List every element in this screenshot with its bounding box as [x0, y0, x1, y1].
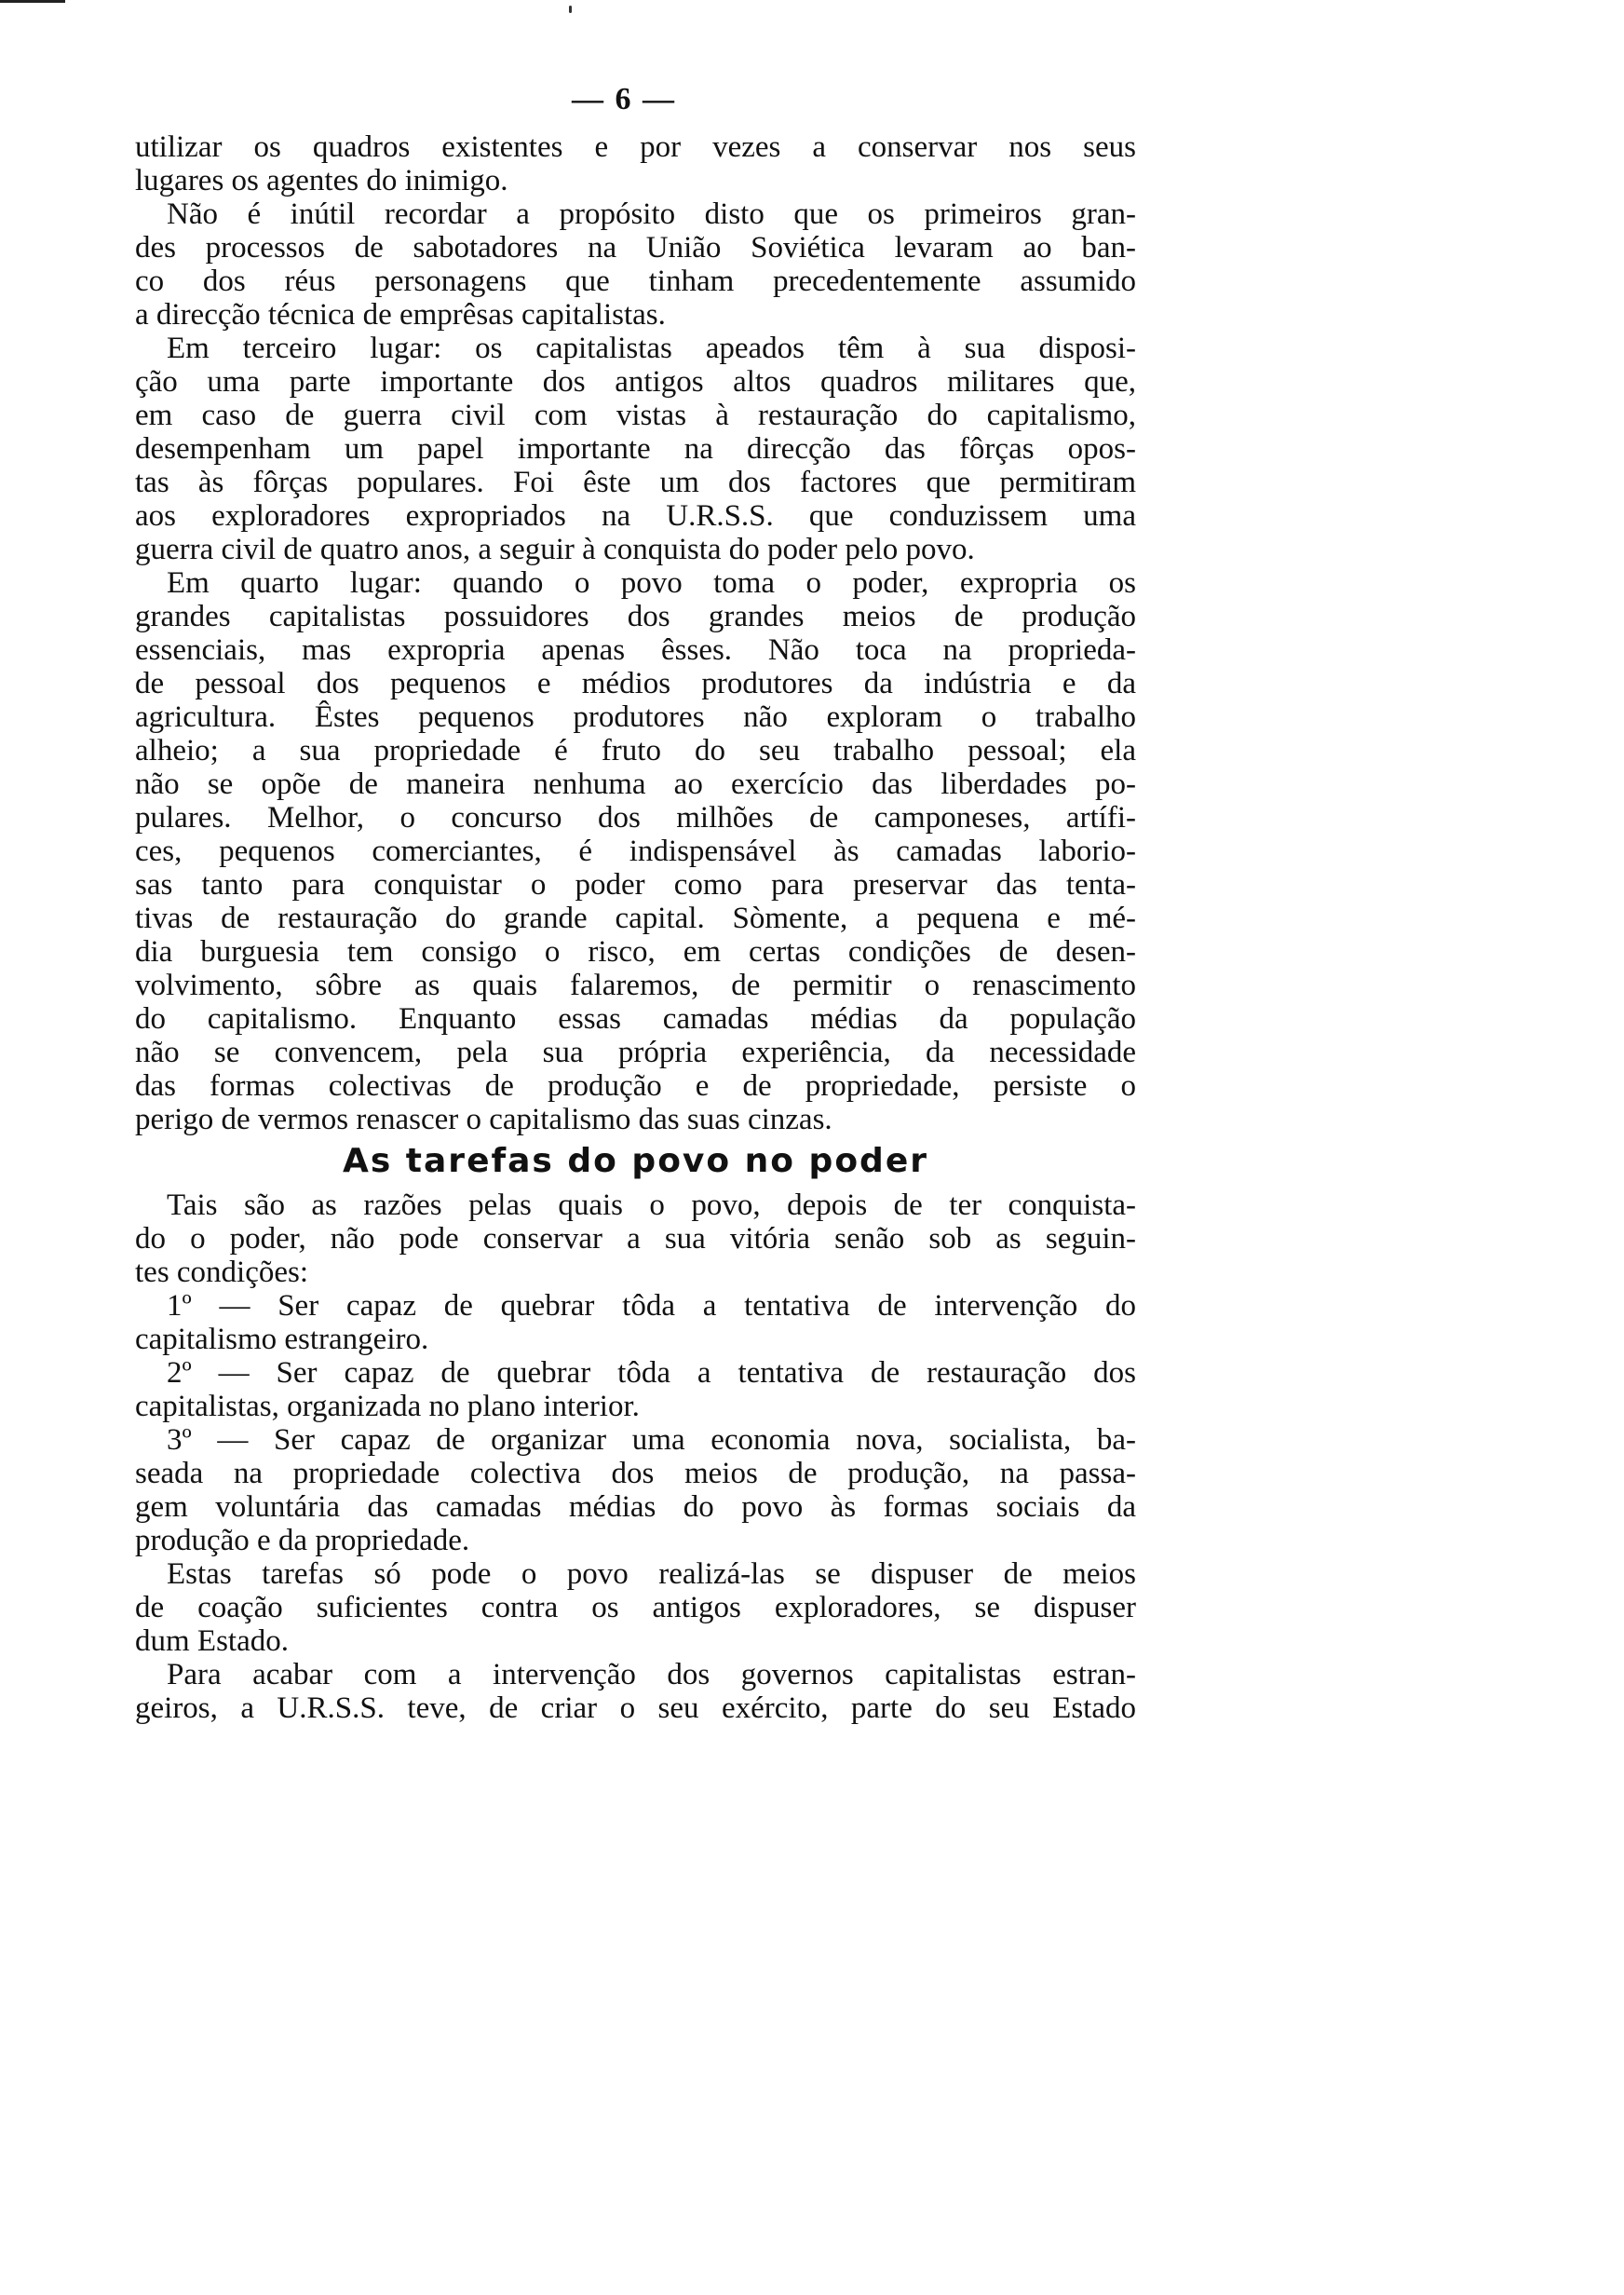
text-line: do capitalismo. Enquanto essas camadas médias da população	[135, 1002, 1136, 1036]
paragraph	[135, 332, 1136, 566]
paragraph	[135, 1557, 1136, 1658]
text-line: dum Estado.	[135, 1624, 289, 1658]
paragraph	[135, 1423, 1136, 1557]
section-heading: As tarefas do povo no poder	[342, 1142, 928, 1180]
paragraph	[135, 1356, 1136, 1423]
text-line: do o poder, não pode conservar a sua vitória senão sob as seguin-	[135, 1222, 1136, 1256]
scan-corner-mark	[0, 0, 65, 3]
text-line: de coação suficientes contra os antigos exploradores, se dispuser	[135, 1591, 1136, 1624]
text-line: Em terceiro lugar: os capitalistas apeados têm à sua disposi-	[167, 332, 1136, 365]
text-line: sas tanto para conquistar o poder como para preservar das tenta-	[135, 868, 1136, 902]
text-line: Tais são as razões pelas quais o povo, depois de ter conquista-	[167, 1188, 1136, 1222]
paragraph	[135, 1188, 1136, 1289]
text-line: a direcção técnica de emprêsas capitalistas.	[135, 298, 666, 332]
text-line: tas às fôrças populares. Foi êste um dos factores que permitiram	[135, 466, 1136, 499]
text-line: Em quarto lugar: quando o povo toma o poder, expropria os	[167, 566, 1136, 600]
text-line: capitalismo estrangeiro.	[135, 1323, 429, 1356]
text-line: pulares. Melhor, o concurso dos milhões de camponeses, artífi-	[135, 801, 1136, 835]
text-line: guerra civil de quatro anos, a seguir à conquista do poder pelo povo.	[135, 533, 975, 566]
text-line: Para acabar com a intervenção dos governos capitalistas estran-	[167, 1658, 1136, 1691]
text-line: perigo de vermos renascer o capitalismo das suas cinzas.	[135, 1103, 832, 1136]
text-line: tes condições:	[135, 1256, 309, 1289]
text-line: 1º — Ser capaz de quebrar tôda a tentativa de intervenção do	[167, 1289, 1136, 1323]
text-line: geiros, a U.R.S.S. teve, de criar o seu exército, parte do seu Estado	[135, 1691, 1136, 1725]
text-line: capitalistas, organizada no plano interior.	[135, 1390, 640, 1423]
text-column	[135, 130, 1136, 1725]
text-line: produção e da propriedade.	[135, 1524, 470, 1557]
text-line: grandes capitalistas possuidores dos grandes meios de produção	[135, 600, 1136, 633]
text-line: tivas de restauração do grande capital. Sòmente, a pequena e mé-	[135, 902, 1136, 935]
text-line: aos exploradores expropriados na U.R.S.S. que conduzissem uma	[135, 499, 1136, 533]
paragraph	[135, 197, 1136, 332]
text-line: Estas tarefas só pode o povo realizá-las se dispuser de meios	[167, 1557, 1136, 1591]
text-line: utilizar os quadros existentes e por vezes a conservar nos seus	[135, 130, 1136, 164]
text-line: 2º — Ser capaz de quebrar tôda a tentativa de restauração dos	[167, 1356, 1136, 1390]
text-line: lugares os agentes do inimigo.	[135, 164, 508, 197]
text-line: essenciais, mas expropria apenas êsses. Não toca na proprieda-	[135, 633, 1136, 667]
paragraph	[135, 1658, 1136, 1725]
text-line: alheio; a sua propriedade é fruto do seu trabalho pessoal; ela	[135, 734, 1136, 767]
text-line: de pessoal dos pequenos e médios produtores da indústria e da	[135, 667, 1136, 700]
page-number: — 6 —	[572, 82, 676, 116]
text-line: volvimento, sôbre as quais falaremos, de permitir o renascimento	[135, 969, 1136, 1002]
text-line: das formas colectivas de produção e de propriedade, persiste o	[135, 1069, 1136, 1103]
text-line: seada na propriedade colectiva dos meios de produção, na passa-	[135, 1457, 1136, 1490]
text-line: ces, pequenos comerciantes, é indispensável às camadas laborio-	[135, 835, 1136, 868]
text-line: em caso de guerra civil com vistas à restauração do capitalismo,	[135, 399, 1136, 432]
text-line: co dos réus personagens que tinham precedentemente assumido	[135, 265, 1136, 298]
text-line: Não é inútil recordar a propósito disto que os primeiros gran-	[167, 197, 1136, 231]
scan-speck	[569, 6, 572, 13]
paragraph	[135, 130, 1136, 197]
text-line: não se opõe de maneira nenhuma ao exercício das liberdades po-	[135, 767, 1136, 801]
text-line: 3º — Ser capaz de organizar uma economia nova, socialista, ba-	[167, 1423, 1136, 1457]
text-line: gem voluntária das camadas médias do povo às formas sociais da	[135, 1490, 1136, 1524]
text-line: desempenham um papel importante na direcção das fôrças opos-	[135, 432, 1136, 466]
section-1	[135, 130, 1136, 1136]
paragraph	[135, 566, 1136, 1136]
text-line: des processos de sabotadores na União Soviética levaram ao ban-	[135, 231, 1136, 265]
text-line: agricultura. Êstes pequenos produtores não exploram o trabalho	[135, 700, 1136, 734]
text-line: ção uma parte importante dos antigos altos quadros militares que,	[135, 365, 1136, 399]
text-line: não se convencem, pela sua própria experiência, da necessidade	[135, 1036, 1136, 1069]
paragraph	[135, 1289, 1136, 1356]
section-2	[135, 1188, 1136, 1725]
text-line: dia burguesia tem consigo o risco, em certas condições de desen-	[135, 935, 1136, 969]
